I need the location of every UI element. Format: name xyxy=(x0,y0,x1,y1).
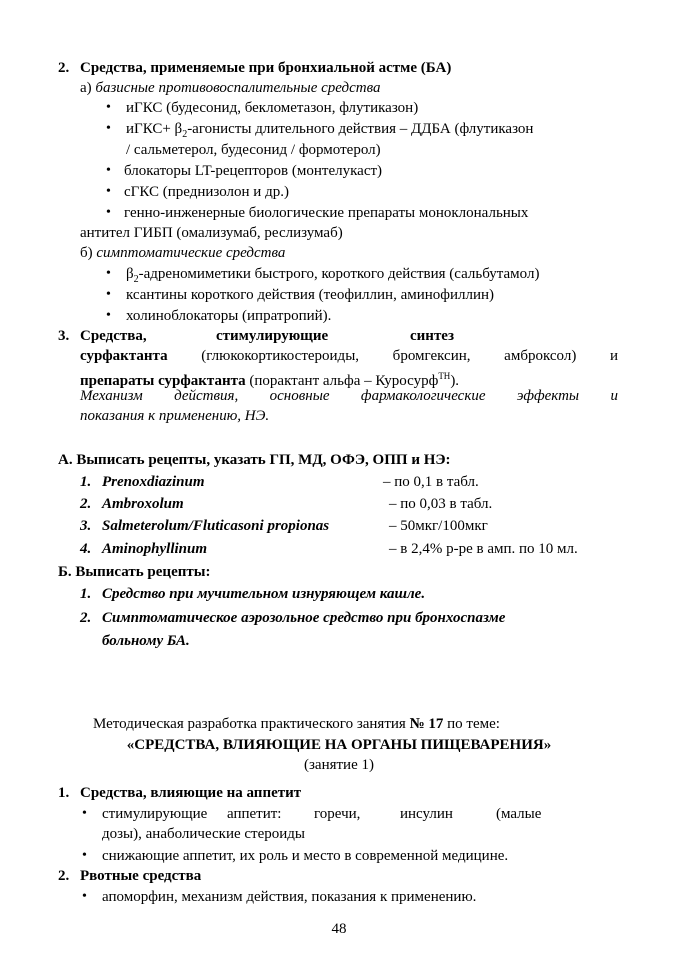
item-text: -адреномиметики быстрого, короткого действия (сальбутамол) xyxy=(138,266,540,282)
item-word: горечи, xyxy=(314,806,361,822)
task-b-item xyxy=(80,584,425,604)
section-title: Средства, применяемые при бронхиальной астме (БА) xyxy=(80,60,452,76)
list-item: снижающие аппетит, их роль и место в современной медицине. xyxy=(102,848,509,864)
list-item: апоморфин, механизм действия, показания к применению. xyxy=(102,889,477,905)
drug-name xyxy=(80,539,207,559)
bullet-icon: • xyxy=(106,184,111,199)
drug-latin-name: Ambroxolum xyxy=(102,496,184,512)
heading-word: синтез xyxy=(410,328,454,344)
lesson-session: (занятие 1) xyxy=(304,757,374,773)
drug-latin-name: Salmeterolum/Fluticasoni propionas xyxy=(102,518,330,534)
task-a-title: А. Выписать рецепты, указать ГП, МД, ОФЭ, ОПП и НЭ: xyxy=(58,452,451,468)
lesson-number: № 17 xyxy=(409,716,444,732)
section-3-heading xyxy=(58,326,470,346)
subsection-prefix: б) xyxy=(80,245,93,261)
item-word: (малые xyxy=(496,806,542,822)
subsection-b-label xyxy=(80,243,285,263)
list-item: генно-инженерные биологические препараты моноклональных xyxy=(124,205,529,221)
list-item: блокаторы LT-рецепторов (монтелукаст) xyxy=(124,163,383,179)
intro-text: по теме: xyxy=(447,716,500,732)
drug-name xyxy=(80,516,329,536)
list-item: холиноблокаторы (ипратропий). xyxy=(126,308,332,324)
task-b-title: Б. Выписать рецепты: xyxy=(58,564,211,580)
drug-dose: – в 2,4% р-ре в амп. по 10 мл. xyxy=(389,541,578,557)
drug-dose: – по 0,1 в табл. xyxy=(383,474,479,490)
superscript: ТН xyxy=(438,371,451,381)
drug-dose: – 50мкг/100мкг xyxy=(389,518,488,534)
heading-word: стимулирующие xyxy=(216,328,329,344)
bullet-icon: • xyxy=(106,205,111,220)
subscript: 2 xyxy=(182,129,188,140)
lesson-section-2-heading xyxy=(58,866,201,886)
drug-name xyxy=(80,494,184,514)
row-number: 4. xyxy=(80,541,92,557)
row-number: 1. xyxy=(80,474,92,490)
bullet-icon: • xyxy=(82,806,87,821)
bullet-icon: • xyxy=(82,889,87,904)
list-item xyxy=(102,804,550,824)
row-number: 1. xyxy=(80,586,92,602)
lesson-intro xyxy=(93,714,500,734)
body-text: (глюкокортикостероиды, бромгексин, амброксол) и xyxy=(201,348,619,364)
section-number: 3. xyxy=(58,328,70,344)
subsection-a-label xyxy=(80,78,381,98)
intro-text: Методическая разработка практического занятия xyxy=(93,716,406,732)
bullet-icon: • xyxy=(106,287,111,302)
task-b-item-continuation: больному БА. xyxy=(102,633,190,649)
section-3-line: Механизм действия, основные фармакологические эффекты и xyxy=(80,388,618,404)
section-number: 2. xyxy=(58,60,70,76)
subsection-label: базисные противовоспалительные средства xyxy=(95,80,381,96)
drug-latin-name: Aminophyllinum xyxy=(102,541,208,557)
bullet-icon: • xyxy=(106,308,111,323)
item-text: иГКС+ β xyxy=(126,121,183,137)
item-word: аппетит: xyxy=(227,806,282,822)
row-number: 2. xyxy=(80,610,92,626)
bullet-icon: • xyxy=(106,121,111,136)
section-number: 2. xyxy=(58,868,70,884)
subsection-prefix: а) xyxy=(80,80,92,96)
bullet-icon: • xyxy=(106,100,111,115)
bullet-icon: • xyxy=(106,163,111,178)
lesson-section-1-heading xyxy=(58,783,301,803)
heading-word: Средства, xyxy=(80,328,147,344)
drug-dose: – по 0,03 в табл. xyxy=(389,496,493,512)
item-word: инсулин xyxy=(400,806,453,822)
section-title: Средства, влияющие на аппетит xyxy=(80,785,302,801)
task-b-item xyxy=(80,608,505,628)
lesson-topic: «СРЕДСТВА, ВЛИЯЮЩИЕ НА ОРГАНЫ ПИЩЕВАРЕНИЯ» xyxy=(126,737,552,753)
drug-name xyxy=(80,472,205,492)
list-item: сГКС (преднизолон и др.) xyxy=(124,184,289,200)
page-number: 48 xyxy=(331,921,347,937)
section-3-line: показания к применению, НЭ. xyxy=(80,408,270,424)
list-item: ксантины короткого действия (теофиллин, аминофиллин) xyxy=(126,287,495,303)
item-word: стимулирующие xyxy=(102,806,208,822)
section-title: Рвотные средства xyxy=(80,868,202,884)
bold-term: сурфактанта xyxy=(80,348,168,364)
list-item: иГКС (будесонид, беклометазон, флутиказон) xyxy=(126,100,419,116)
task-text: Средство при мучительном изнуряющем кашле. xyxy=(102,586,426,602)
bold-term: препараты сурфактанта xyxy=(80,373,246,389)
drug-latin-name: Prenoxdiazinum xyxy=(102,474,205,490)
body-text: (порактант альфа – Куросурф xyxy=(249,373,439,389)
section-3-line xyxy=(80,346,618,366)
bullet-icon: • xyxy=(82,848,87,863)
task-text: Симптоматическое аэрозольное средство при бронхоспазме xyxy=(102,610,506,626)
section-2-heading xyxy=(58,58,451,78)
list-item-continuation: / сальметерол, будесонид / формотерол) xyxy=(126,142,381,158)
item-text: -агонисты длительного действия – ДДБА (флутиказон xyxy=(187,121,534,137)
bullet-icon: • xyxy=(106,266,111,281)
row-number: 2. xyxy=(80,496,92,512)
list-item-continuation: антител ГИБП (омализумаб, реслизумаб) xyxy=(80,225,343,241)
subscript: 2 xyxy=(133,274,139,285)
body-text: ). xyxy=(450,373,460,389)
section-number: 1. xyxy=(58,785,70,801)
item-text: β xyxy=(126,266,134,282)
row-number: 3. xyxy=(80,518,92,534)
list-item-continuation: дозы), анаболические стероиды xyxy=(102,826,305,842)
subsection-label: симптоматические средства xyxy=(96,245,286,261)
